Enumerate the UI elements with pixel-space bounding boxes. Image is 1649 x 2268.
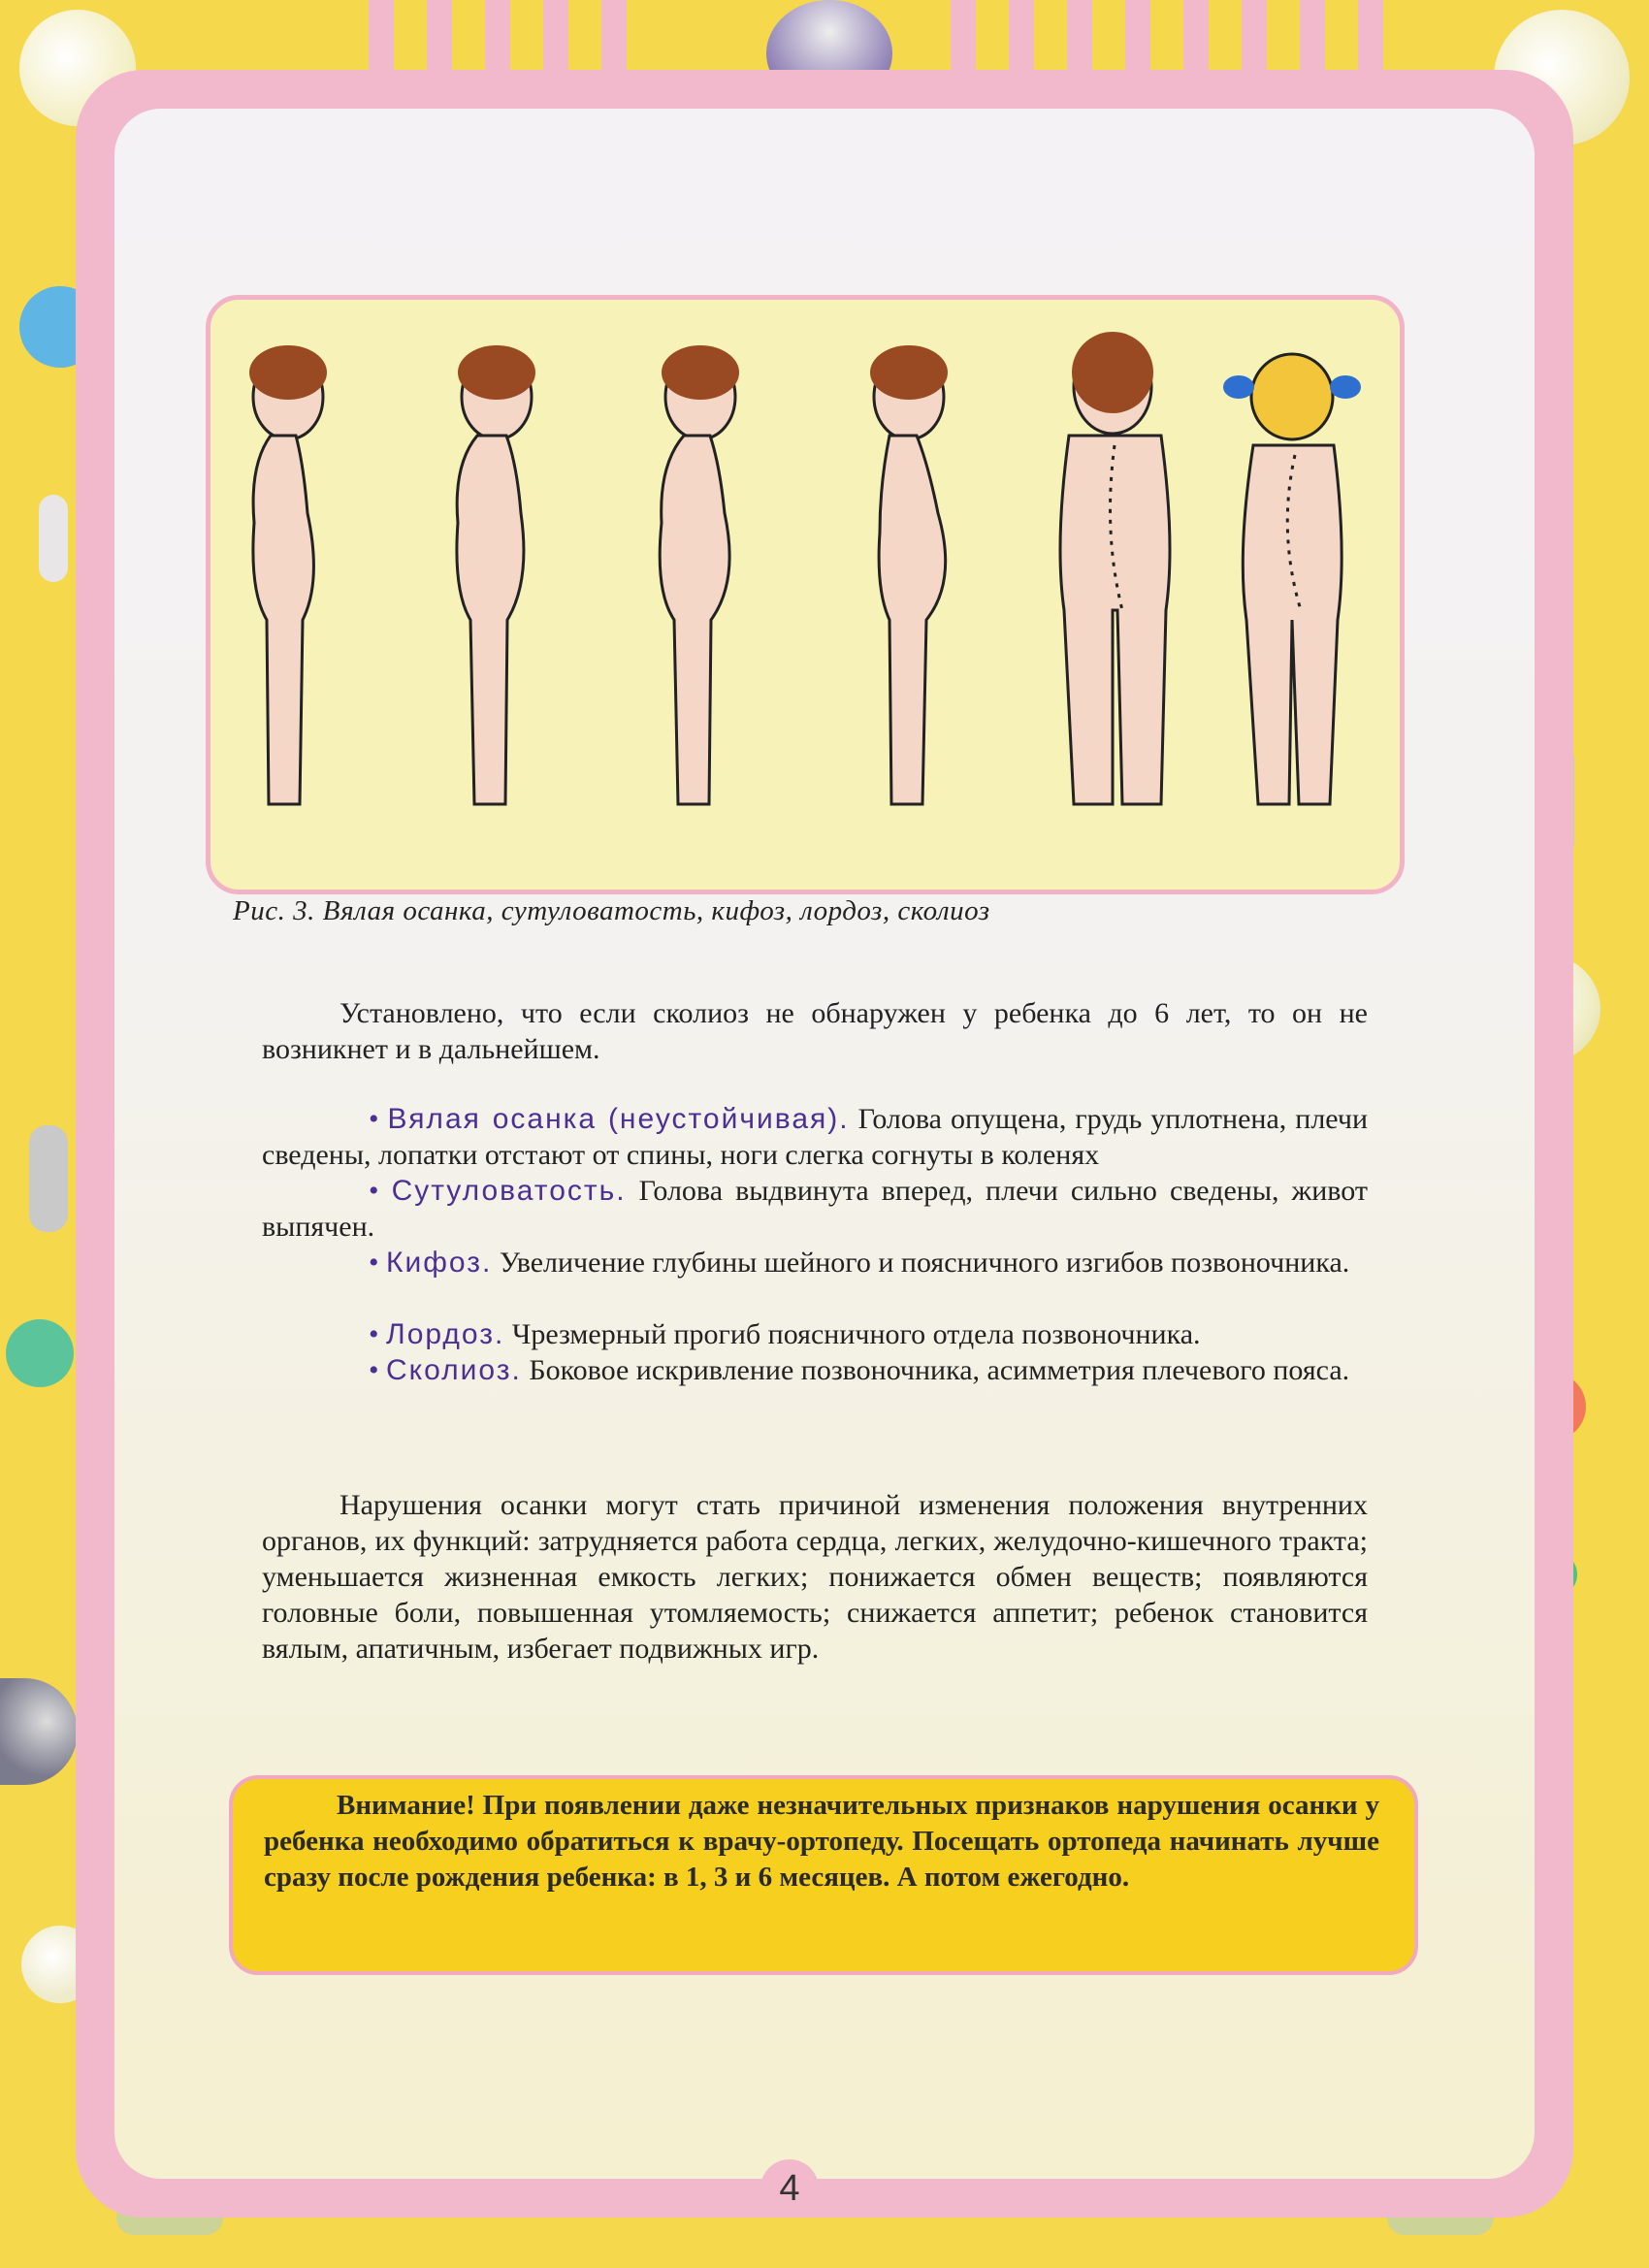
bullet: • [369, 1247, 387, 1279]
child-figure-lordosis [874, 354, 946, 804]
frame-stripe [427, 0, 452, 70]
list-item [262, 1352, 1368, 1388]
posture-illustration [210, 300, 1400, 890]
posture-description: Боковое искривление позвоночника, асимметрия плечевого пояса. [521, 1354, 1350, 1386]
posture-description: Голова опущена, грудь уплотнена, плечи сведены, лопатки отстают от спины, ноги слегка согнуты в коленях [262, 1103, 1368, 1171]
posture-term: Сколиоз. [386, 1354, 522, 1386]
list-item [262, 1316, 1368, 1352]
frame-stripe [1300, 0, 1325, 70]
bullet: • [369, 1175, 392, 1207]
bullet: • [369, 1103, 388, 1135]
posture-figure-panel [206, 295, 1405, 894]
child-figure-stooped [457, 354, 532, 804]
dumbbell-decoration [29, 1125, 68, 1232]
frame-stripe [1242, 0, 1267, 70]
list-item [262, 1101, 1368, 1173]
list-item [262, 1173, 1368, 1245]
frame-stripe [485, 0, 510, 70]
consequences-paragraph: Нарушения осанки могут стать причиной изменения положения внутренних органов, их функций: затрудняется работа сердца, легких, желудочно-кишечного тракта; уменьшается жизненная емкость легких; понижается обмен веществ; появляются головные боли, повышенная утомляемость; снижается аппетит; ребенок становится вялым, апатичным, избегает подвижных игр. [262, 1489, 1368, 1665]
frame-stripe [1009, 0, 1034, 70]
frame-stripe [1183, 0, 1209, 70]
ball-decoration [6, 1319, 74, 1387]
posture-term: Кифоз. [386, 1247, 493, 1279]
posture-term: Вялая осанка (неустойчивая). [387, 1103, 850, 1135]
page-number: 4 [760, 2159, 819, 2218]
bullet: • [369, 1318, 387, 1350]
intro-paragraph: Установлено, что если сколиоз не обнаружен у ребенка до 6 лет, то он не возникнет и в дальнейшем. [262, 997, 1368, 1065]
frame-stripe [1067, 0, 1092, 70]
posture-description: Чрезмерный прогиб поясничного отдела позвоночника. [504, 1318, 1201, 1350]
posture-description: Увеличение глубины шейного и поясничного изгибов позвоночника. [492, 1247, 1350, 1279]
frame-stripe [543, 0, 568, 70]
posture-term: Лордоз. [386, 1318, 505, 1350]
frame-stripe [1125, 0, 1150, 70]
warning-text: Внимание! При появлении даже незначительных признаков нарушения осанки у ребенка необходимо обратиться к врачу-ортопеду. Посещать ортопеда начинать лучше сразу после рождения ребенка: в 1, 3 и 6 месяцев. А потом ежегодно. [264, 1790, 1379, 1893]
bullet: • [369, 1354, 387, 1386]
dumbbell-decoration [39, 495, 68, 582]
figure-caption: Рис. 3. Вялая осанка, сутуловатость, кифоз, лордоз, сколиоз [233, 895, 990, 926]
frame-stripe [601, 0, 627, 70]
frame-stripe [1358, 0, 1383, 70]
posture-term: Сутуловатость. [391, 1175, 627, 1207]
list-item [262, 1245, 1368, 1280]
frame-stripe [369, 0, 394, 70]
child-figure-scoliosis-girl [1243, 354, 1342, 804]
child-figure-sluggish [253, 354, 323, 804]
posture-description: Голова выдвинута вперед, плечи сильно сведены, живот выпячен. [262, 1175, 1368, 1243]
frame-stripe [951, 0, 976, 70]
child-figure-kyphosis [660, 354, 735, 804]
